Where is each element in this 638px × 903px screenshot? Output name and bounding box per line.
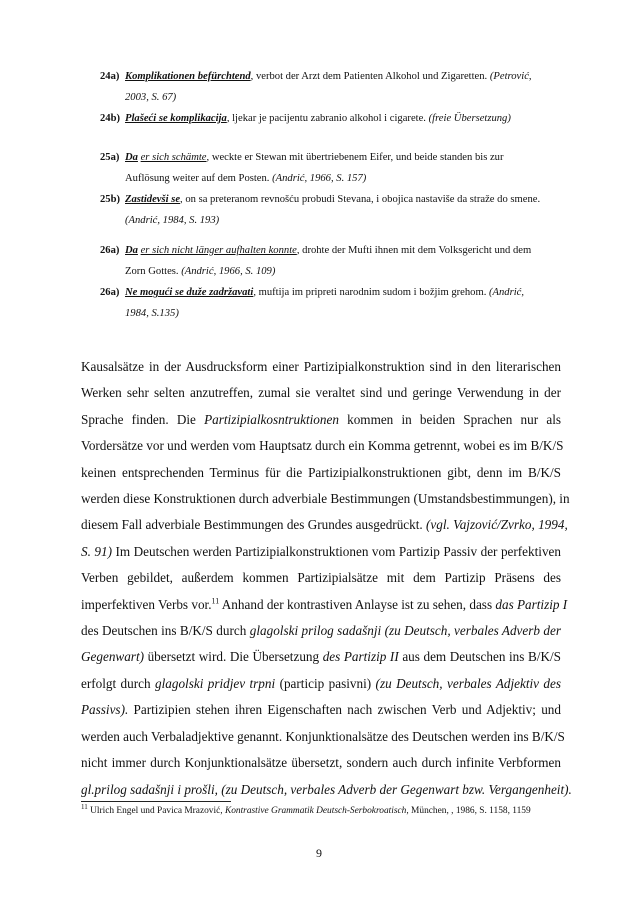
text-run: übersetzt wird. Die Übersetzung xyxy=(144,649,323,665)
text-run-italic: Gegenwart) xyxy=(81,649,144,665)
text-run: Anhand der kontrastiven Anlayse ist zu sehen, dass xyxy=(219,596,496,612)
example-source-cont: 1984, S.135) xyxy=(125,308,179,319)
example-text: , muftija im pripreti narodnim sudom i božjim grehom. xyxy=(253,287,487,298)
example-phrase: Komplikationen befürchtend xyxy=(125,71,251,82)
paragraph-line xyxy=(81,697,561,723)
footnote-separator xyxy=(81,801,231,802)
paragraph-line xyxy=(81,644,561,670)
example-text: , drohte der Mufti ihnen mit dem Volksgericht und dem xyxy=(296,245,532,256)
paragraph-line xyxy=(81,592,568,618)
footnote xyxy=(81,802,561,816)
example-phrase: Plašeći se komplikacija xyxy=(125,113,227,124)
text-run-italic: glagolski prilog sadašnji (zu Deutsch, verbales Adverb der xyxy=(249,623,561,639)
example-source: (freie Übersetzung) xyxy=(428,113,511,124)
example-tag: 26a) xyxy=(100,245,120,256)
text-run: imperfektiven Verbs vor. xyxy=(81,596,212,612)
example-25a xyxy=(100,147,555,189)
example-cont-text: Auflösung weiter auf dem Posten. xyxy=(125,173,270,184)
text-run: diesem Fall adverbiale Bestimmungen des Grundes ausgedrückt. xyxy=(81,517,426,533)
text-run: des Deutschen ins B/K/S durch xyxy=(81,623,250,639)
body-paragraph xyxy=(81,354,572,803)
text-run-italic: Partizipialkosntruktionen xyxy=(204,411,339,427)
text-run-italic: glagolski pridjev trpni xyxy=(155,675,276,691)
example-tag: 25b) xyxy=(100,194,121,205)
example-cont-text: Zorn Gottes. xyxy=(125,266,179,277)
citation: (vgl. Vajzović/Zvrko, 1994, xyxy=(426,517,568,533)
paragraph-line: keinen entsprechenden Terminus für die Partizipialkonstruktionen gibt, denn im B/K/S xyxy=(81,464,561,480)
text-run: Partizipien stehen ihren Eigenschaften nach zwischen Verb und Adjektiv; und xyxy=(128,702,561,718)
example-tag: 25a) xyxy=(100,152,120,163)
example-24b xyxy=(100,108,555,129)
example-phrase-cont: er sich nicht länger aufhalten konnte xyxy=(140,245,297,256)
paragraph-line: gl.prilog sadašnji i prošli, (zu Deutsch, verbales Adverb der Gegenwart bzw. Vergangenheit). xyxy=(81,781,572,797)
footnote-ref[interactable]: 11 xyxy=(211,596,220,606)
example-text: , weckte er Stewan mit übertriebenem Eifer, und beide standen bis zur xyxy=(206,152,504,163)
paragraph-line: Kausalsätze in der Ausdrucksform einer Partizipialkonstruktion sind in den literarischen xyxy=(81,359,561,374)
example-cont xyxy=(100,168,555,189)
paragraph-line: nicht immer durch Konjunktionalsätze übersetzt, sondern auch durch infinite Verbformen xyxy=(81,755,561,771)
paragraph-line: werden diese Konstruktionen durch adverbiale Bestimmungen (Umstandsbestimmungen), in xyxy=(81,491,570,507)
example-text: , on sa preteranom revnošću probudi Stevana, i obojica nastaviše da straže do smene. xyxy=(180,194,541,205)
paragraph-line: Vordersätze vor und werden vom Hauptsatz durch ein Komma getrennt, wobei es im B/K/S xyxy=(81,438,564,454)
text-run: kommen in beiden Sprachen nur als xyxy=(338,411,561,427)
example-26a-bks xyxy=(100,282,555,324)
example-24a xyxy=(100,66,555,108)
example-26a xyxy=(100,240,555,282)
text-run: aus dem Deutschen ins B/K/S xyxy=(398,649,561,665)
paragraph-line: Verben gebildet, außerdem kommen Partizipialsätze mit dem Partizip Präsens des xyxy=(81,570,561,586)
example-phrase: Zastidevši se xyxy=(125,194,181,205)
text-run: Im Deutschen werden Partizipialkonstruktionen vom Partizip Passiv der perfektiven xyxy=(111,543,561,559)
paragraph-line xyxy=(81,671,561,697)
footnote-number: 11 xyxy=(81,802,88,811)
citation: S. 91) xyxy=(81,543,112,559)
paragraph-line: werden auch Verbaladjektive genannt. Konjunktionalsätze des Deutschen werden ins B/K/S xyxy=(81,728,565,744)
page-number: 9 xyxy=(316,846,322,860)
paragraph-line xyxy=(81,618,561,644)
example-phrase: Ne mogući se duže zadržavati xyxy=(125,287,254,298)
example-source: (Andrić, xyxy=(489,287,525,298)
example-source: (Andrić, 1966, S. 109) xyxy=(181,266,276,277)
example-phrase: Da xyxy=(125,152,138,163)
example-25b xyxy=(100,189,555,231)
example-source: (Andrić, 1966, S. 157) xyxy=(272,173,367,184)
text-run-italic: (zu Deutsch, verbales Adjektiv des xyxy=(375,675,562,691)
example-text: , ljekar je pacijentu zabranio alkohol i cigarete. xyxy=(226,113,426,124)
example-cont xyxy=(100,261,555,282)
text-run-italic: das Partizip I xyxy=(495,596,568,612)
example-tag: 24a) xyxy=(100,71,120,82)
example-source-cont: 2003, S. 67) xyxy=(125,92,177,103)
example-tag: 24b) xyxy=(100,113,121,124)
paragraph-line xyxy=(81,539,561,565)
text-run: Sprache finden. Die xyxy=(81,411,205,427)
text-run: erfolgt durch xyxy=(81,675,155,691)
text-run: (particip pasivni) xyxy=(275,675,376,691)
example-phrase: Da xyxy=(125,245,138,256)
example-text: , verbot der Arzt dem Patienten Alkohol und Zigaretten. xyxy=(250,71,488,82)
footnote-title: Kontrastive Grammatik Deutsch-Serbokroatisch xyxy=(224,806,407,816)
text-run-italic: Passivs). xyxy=(81,702,129,718)
text-run-italic: des Partizip II xyxy=(322,649,399,665)
paragraph-line xyxy=(81,512,568,538)
paragraph-line: Werken sehr selten anzutreffen, zumal sie veraltet sind und geringe Verwendung in der xyxy=(81,385,561,401)
example-source: (Andrić, 1984, S. 193) xyxy=(125,215,220,226)
footnote-text: , München, , 1986, S. 1158, 1159 xyxy=(406,806,531,816)
example-tag: 26a) xyxy=(100,287,120,298)
example-phrase-cont: er sich schämte xyxy=(140,152,207,163)
paragraph-line xyxy=(81,407,561,433)
example-source: (Petrović, xyxy=(489,71,532,82)
footnote-text: Ulrich Engel und Pavica Mrazović, xyxy=(87,806,225,816)
